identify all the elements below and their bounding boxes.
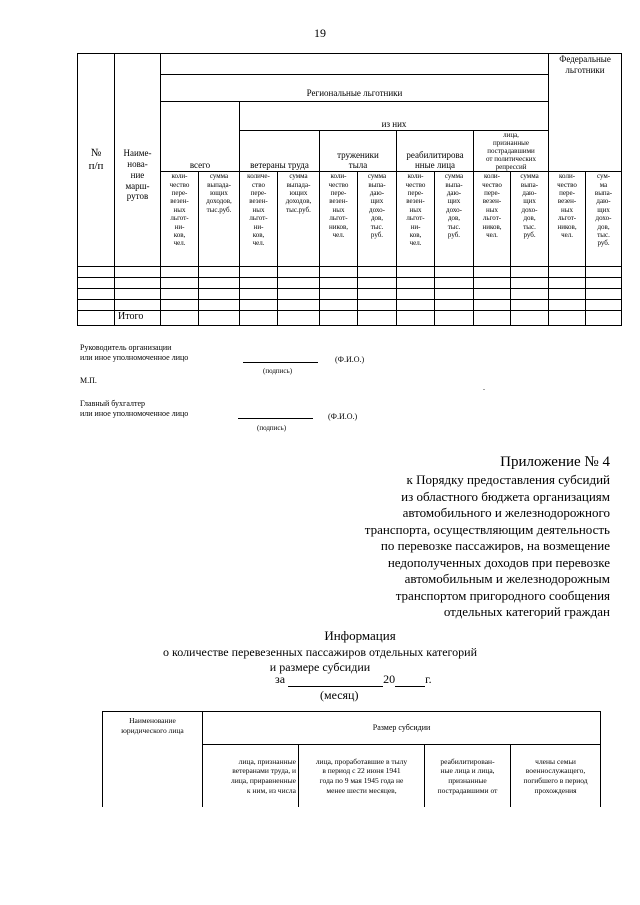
group-home-front: труженики тыла (320, 131, 397, 172)
year-suffix: г. (425, 672, 432, 686)
za-label: за (275, 672, 286, 686)
leaf-header: коли- чество пере- везен- ных льгот- ников, чел. (320, 172, 358, 267)
accountant-signature-line (238, 418, 313, 419)
leaf-header: сум- ма выпа- даю- щих дохо- дов, тыс. руб. (586, 172, 622, 267)
col-number-header: № п/п (78, 54, 115, 267)
regional-header: Региональные льготники (161, 75, 549, 102)
leaf-header: коли- чество пере- везен- ных льгот- ников, чел. (474, 172, 511, 267)
table-row (78, 300, 622, 311)
subsidy-table (102, 711, 601, 807)
leaf-header: коли- чество пере- везен- ных льгот- ников, чел. (549, 172, 586, 267)
year-prefix: 20 (383, 672, 396, 686)
total-row (78, 311, 622, 326)
leaf-header: сумма выпада- ющих доходов, тыс.руб. (278, 172, 320, 267)
beneficiaries-table (77, 53, 622, 326)
leaf-header: сумма выпа- даю- щих дохо- дов, тыс. руб. (435, 172, 474, 267)
dot-mark: . (483, 383, 485, 392)
month-blank (288, 674, 383, 687)
leaf-header: количе- ство пере- везен- ных льгот- ни- ков, чел. (240, 172, 278, 267)
period-line (275, 672, 432, 687)
leaf-header: сумма выпа- даю- щих дохо- дов, тыс. руб. (511, 172, 549, 267)
col-subsidy-header: Размер субсидии (203, 712, 601, 745)
appendix-title: Приложение № 4 (500, 454, 610, 470)
table-row (78, 278, 622, 289)
total-label: Итого (115, 311, 161, 326)
appendix-line: транспортом пригородного сообщения (395, 587, 610, 603)
appendix-line: автомобильного и железнодорожного (402, 505, 610, 520)
subcol-veterans: лица, признанные ветеранами труда, и лица, приравненные к ним, из числа (203, 745, 299, 808)
leaf-header: коли- чество пере- везен- ных льгот- ни- ков, чел. (161, 172, 199, 267)
leaf-header: коли- чество пере- везен- ных льгот- ни- ков, чел. (397, 172, 435, 267)
accountant-podpis: (подпись) (257, 424, 287, 432)
leaf-header: сумма выпа- даю- щих дохо- дов, тыс. руб. (358, 172, 397, 267)
subcol-home-front: лица, проработавшие в тылу в период с 22 июня 1941 года по 9 мая 1945 года не менее шести месяцев, (299, 745, 425, 808)
col-route-header: Наиме- нова- ние марш- рутов (115, 54, 161, 267)
page-number: 19 (314, 26, 326, 40)
accountant-signature-label: Главный бухгалтер или иное уполномоченное лицо (80, 399, 189, 418)
appendix-line: к Порядку предоставления субсидий (406, 472, 610, 487)
col-entity-header: Наименование юридического лица (103, 712, 203, 808)
appendix-line: отдельных категорий граждан (443, 604, 610, 619)
federal-header: Федеральные льготники (549, 54, 622, 102)
info-title: Информация (324, 628, 396, 643)
group-total: всего (161, 102, 240, 172)
group-veterans: ветераны труда (240, 131, 320, 172)
month-caption: (месяц) (320, 688, 359, 702)
appendix-line: по перевозке пассажиров, на возмещение (380, 538, 610, 553)
subcol-military-family: члены семьи военнослужащего, погибшего в период прохождения (511, 745, 601, 808)
appendix-line: транспорта, осуществляющим деятельность (364, 521, 610, 537)
group-rehabilitated: реабилитирова нные лица (397, 131, 474, 172)
info-line2: и размере субсидии (269, 660, 371, 674)
group-political: лица, признанные пострадавшими от политических репрессий (474, 131, 549, 172)
head-fio: (Ф.И.О.) (335, 355, 365, 364)
info-line1: о количестве перевезенных пассажиров отдельных категорий (163, 645, 477, 659)
appendix-line: из областного бюджета организациям (401, 488, 610, 504)
accountant-fio: (Ф.И.О.) (328, 412, 358, 421)
head-signature-line (243, 362, 318, 363)
leaf-header: сумма выпада- ющих доходов, тыс.руб. (199, 172, 240, 267)
year-blank (395, 674, 425, 687)
appendix-line: недополученных доходов при перевозке (387, 554, 610, 570)
appendix-line: автомобильным и железнодорожным (404, 571, 610, 586)
iz-nih-header: из них (240, 102, 549, 131)
head-podpis: (подпись) (263, 367, 293, 375)
appendix-header (250, 452, 610, 621)
stamp-mark: М.П. (80, 376, 97, 385)
table-row (78, 267, 622, 278)
subcol-rehabilitated: реабилитирован- ные лица и лица, признанные пострадавшими от (425, 745, 511, 808)
head-signature-label: Руководитель организации или иное уполномоченное лицо (80, 343, 189, 362)
table-row (78, 289, 622, 300)
